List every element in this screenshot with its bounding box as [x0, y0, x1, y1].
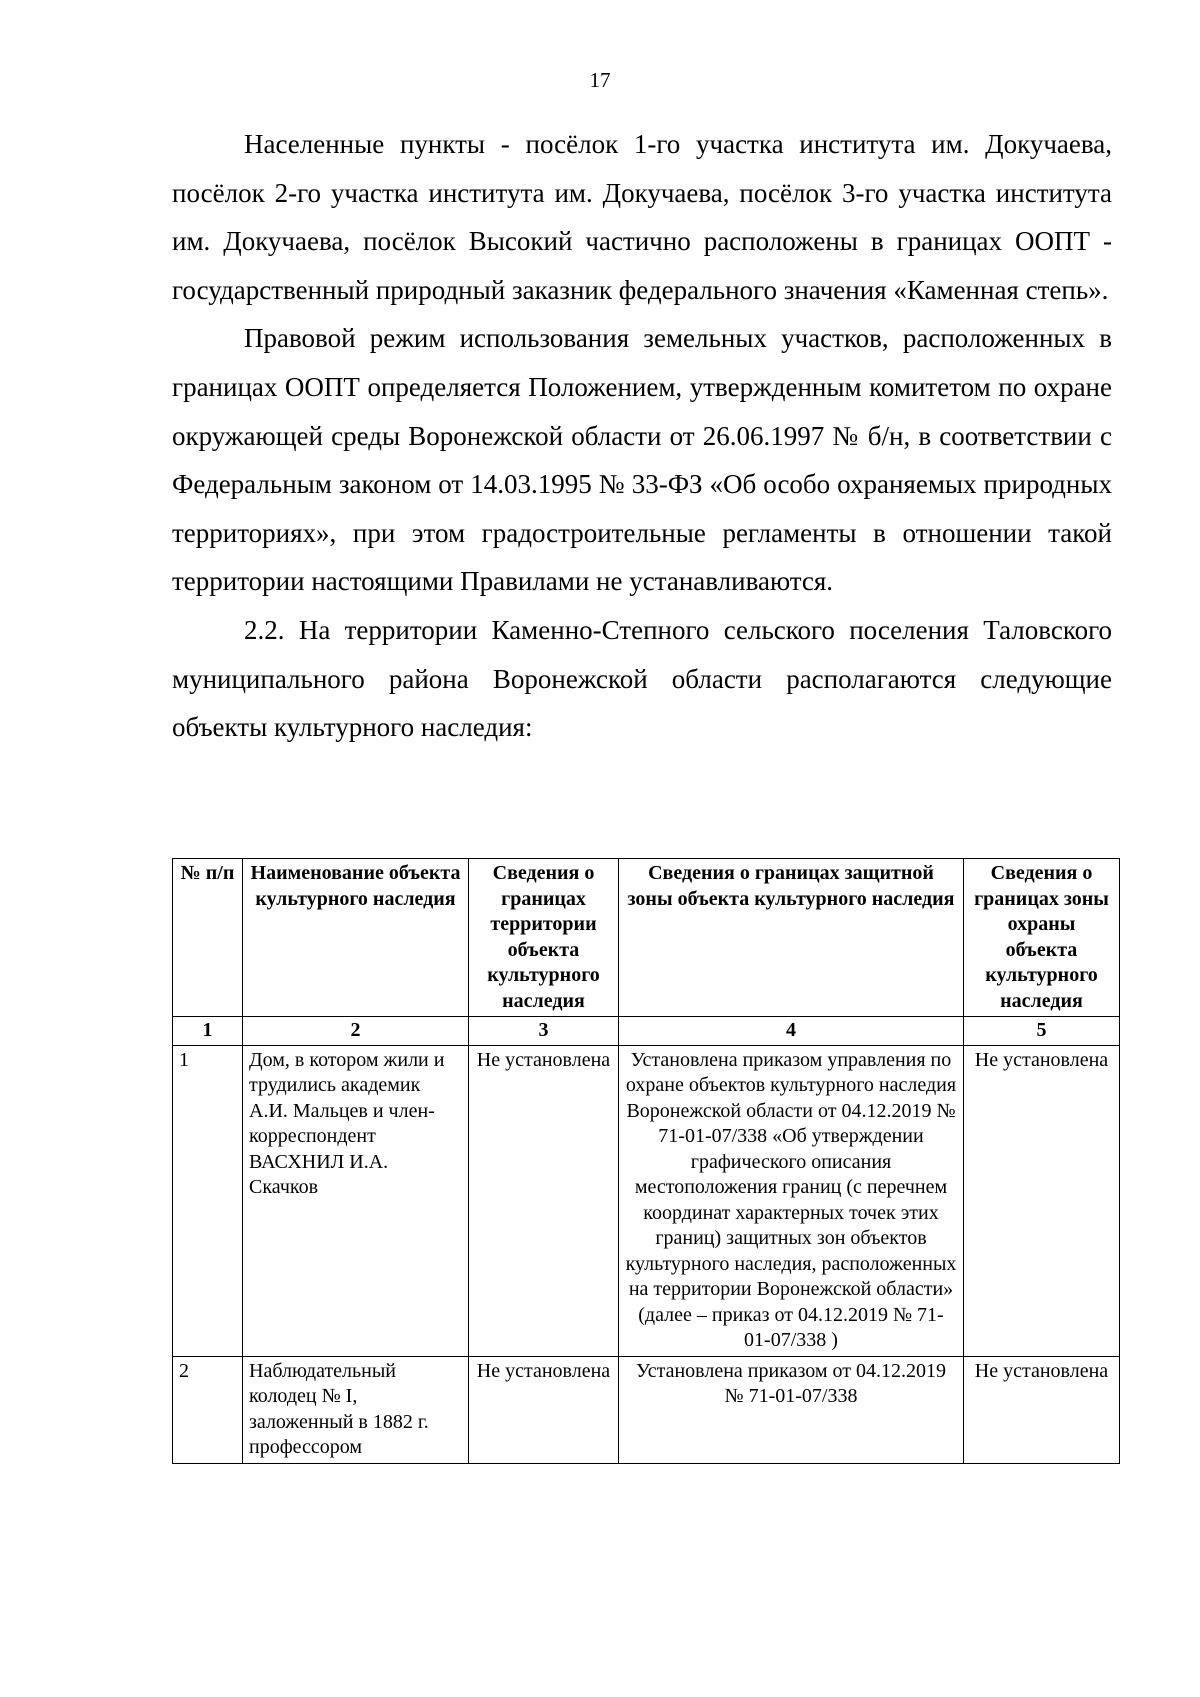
- header-security-zone: Сведения о границах зоны охраны объекта культурного наследия: [964, 859, 1120, 1017]
- page-number: 17: [589, 68, 611, 92]
- paragraph-settlements: Населенные пункты - посёлок 1-го участка института им. Докучаева, посёлок 2-го участка института им. Докучаева, посёлок 3-го участка института им. Докучаева, посёлок Высокий частично расположены в границах ООПТ - государственный природный заказник федерального значения «Каменная степь».: [172, 129, 1112, 305]
- heritage-table: [172, 858, 1120, 1464]
- column-number: 1: [173, 1017, 243, 1046]
- paragraph-heritage-intro: 2.2. На территории Каменно-Степного сельского поселения Таловского муниципального района Воронежской области располагаются следующие объекты культурного наследия:: [172, 614, 1112, 743]
- column-number: 2: [243, 1017, 469, 1046]
- territory-bounds: Не установлена: [469, 1045, 619, 1356]
- row-number: 2: [173, 1356, 243, 1463]
- protective-zone: Установлена приказом от 04.12.2019 № 71-01-07/338: [619, 1356, 964, 1463]
- column-number: 5: [964, 1017, 1120, 1046]
- territory-bounds: Не установлена: [469, 1356, 619, 1463]
- table-row: [173, 1045, 1120, 1356]
- security-zone: Не установлена: [964, 1045, 1120, 1356]
- table-row: [173, 1356, 1120, 1463]
- object-name: Наблюдательный колодец № I, заложенный в 1882 г. профессором: [243, 1356, 469, 1463]
- column-number: 3: [469, 1017, 619, 1046]
- object-name: Дом, в котором жили и трудились академик А.И. Мальцев и член-корреспондент ВАСХНИЛ И.А. Скачков: [243, 1045, 469, 1356]
- header-territory-bounds: Сведения о границах территории объекта культурного наследия: [469, 859, 619, 1017]
- row-number: 1: [173, 1045, 243, 1356]
- protective-zone: Установлена приказом управления по охране объектов культурного наследия Воронежской области от 04.12.2019 № 71-01-07/338 «Об утверждении графического описания местоположения границ (с перечнем координат характерных точек этих границ) защитных зон объектов культурного наследия, расположенных на территории Воронежской области» (далее – приказ от 04.12.2019 № 71-01-07/338 ): [619, 1045, 964, 1356]
- column-number-row: [173, 1017, 1120, 1046]
- security-zone: Не установлена: [964, 1356, 1120, 1463]
- paragraph-legal-regime: Правовой режим использования земельных участков, расположенных в границах ООПТ определяется Положением, утвержденным комитетом по охране окружающей среды Воронежской области от 26.06.1997 № б/н, в соответствии с Федеральным законом от 14.03.1995 № 33-ФЗ «Об особо охраняемых природных территориях», при этом градостроительные регламенты в отношении такой территории настоящими Правилами не устанавливаются.: [172, 323, 1112, 597]
- header-protective-zone: Сведения о границах защитной зоны объекта культурного наследия: [619, 859, 964, 1017]
- body-text: [172, 120, 1112, 752]
- column-number: 4: [619, 1017, 964, 1046]
- header-number: № п/п: [173, 859, 243, 1017]
- table-header-row: [173, 859, 1120, 1017]
- header-object-name: Наименование объекта культурного наследия: [243, 859, 469, 1017]
